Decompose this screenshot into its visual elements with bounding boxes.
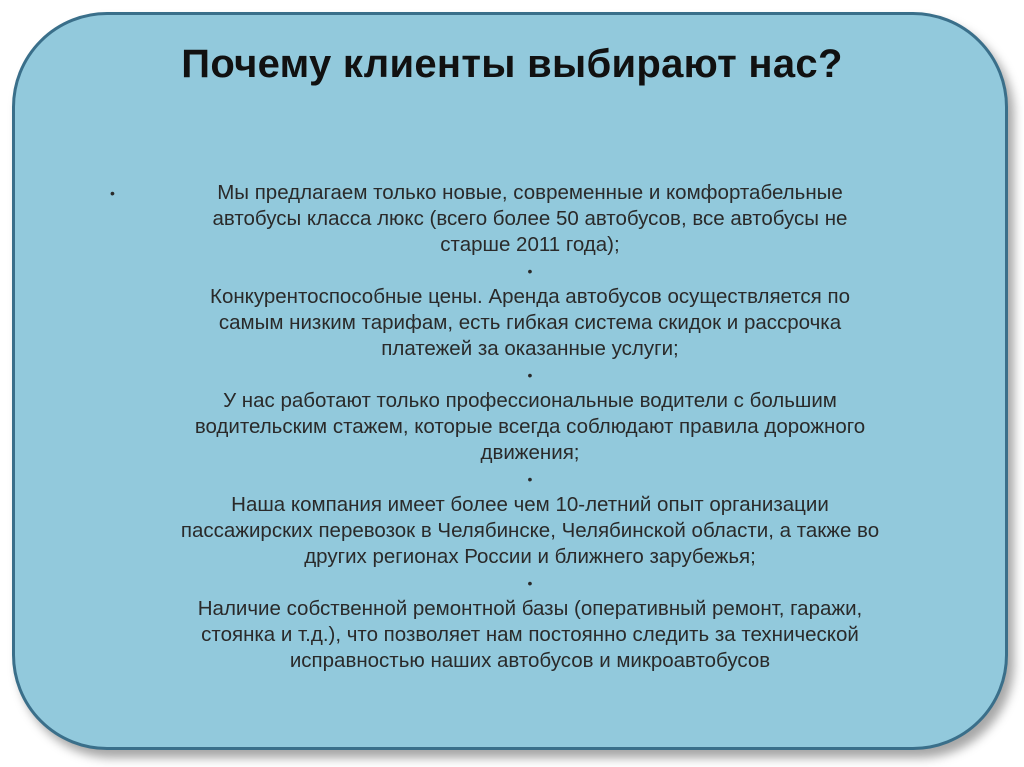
list-item-line: Наличие собственной ремонтной базы (оперативный ремонт, гаражи,: [197, 597, 863, 620]
list-item: [100, 388, 960, 466]
list-item-line: Мы предлагаем только новые, современные и комфортабельные: [217, 181, 843, 204]
list-item: [100, 180, 960, 258]
bullet-marker: •: [110, 185, 115, 201]
bullet-marker: •: [527, 263, 533, 279]
list-item-line: самым низким тарифам, есть гибкая система скидок и рассрочка: [218, 311, 842, 334]
list-item-line: старше 2011 года);: [440, 233, 620, 256]
list-item-line: Конкурентоспособные цены. Аренда автобусов осуществляется по: [210, 285, 850, 308]
list-item: [100, 596, 960, 674]
slide-title: Почему клиенты выбирают нас?: [181, 42, 843, 86]
bullet-marker: •: [527, 367, 533, 383]
list-item-line: других регионах России и ближнего зарубежья;: [304, 545, 756, 568]
list-item-line: пассажирских перевозок в Челябинске, Челябинской области, а также во: [180, 519, 880, 542]
list-item-line: автобусы класса люкс (всего более 50 автобусов, все автобусы не: [212, 207, 848, 230]
bullet-list: [100, 180, 960, 674]
list-item-line: Наша компания имеет более чем 10-летний опыт организации: [231, 493, 829, 516]
bullet-marker: •: [527, 575, 533, 591]
list-item: [100, 284, 960, 362]
bullet-marker: •: [527, 471, 533, 487]
list-item-line: стоянка и т.д.), что позволяет нам постоянно следить за технической: [201, 623, 859, 646]
list-item-line: водительским стажем, которые всегда соблюдают правила дорожного: [194, 415, 866, 438]
list-item-line: платежей за оказанные услуги;: [381, 337, 679, 360]
list-item-line: исправностью наших автобусов и микроавтобусов: [289, 649, 771, 672]
list-item: [100, 492, 960, 570]
list-item-line: движения;: [480, 441, 580, 464]
list-item-line: У нас работают только профессиональные водители с большим: [223, 389, 837, 412]
